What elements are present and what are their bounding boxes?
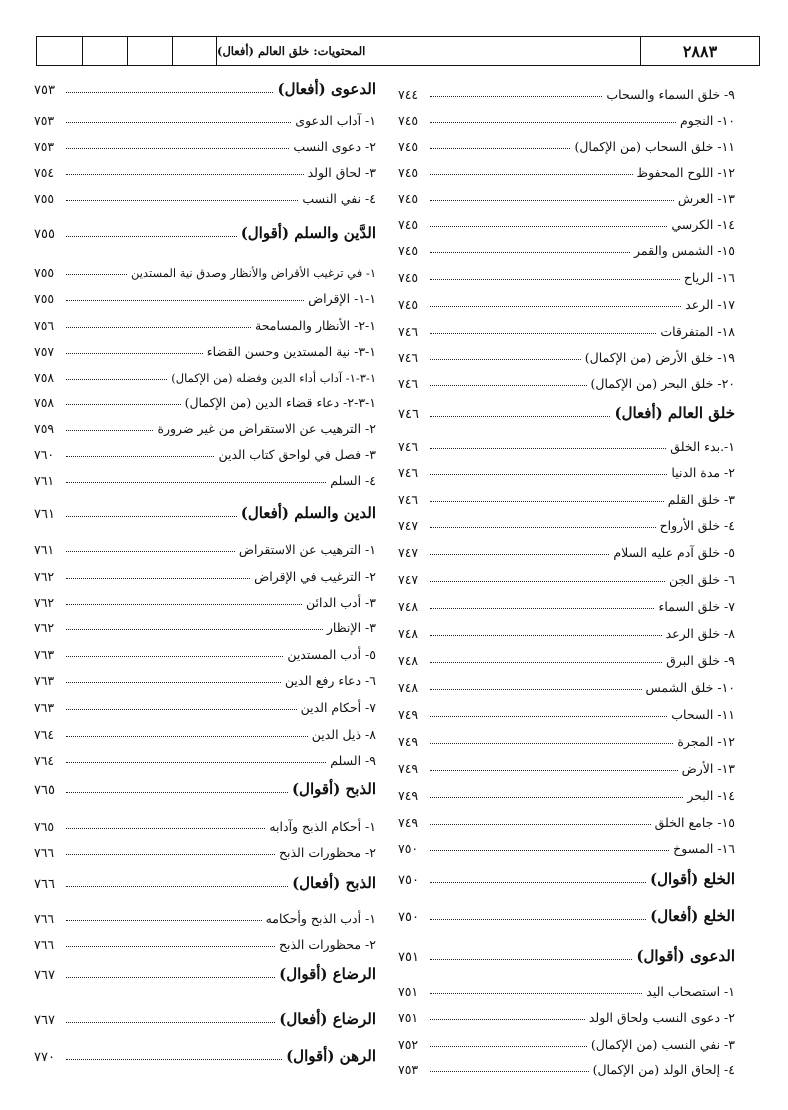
- entry-page-number: ٧٦٦: [34, 911, 55, 926]
- dot-leader: [430, 527, 656, 528]
- entry-page-number: ٧٤٨: [398, 680, 419, 695]
- dot-leader: [66, 551, 235, 552]
- index-entry: [34, 363, 376, 385]
- entry-page-number: ٧٥٥: [34, 191, 55, 206]
- index-entry: [398, 132, 735, 154]
- entry-title: ٥- خلق آدم عليه السلام: [613, 545, 735, 560]
- entry-page-number: ٧٤٥: [398, 270, 419, 285]
- entry-page-number: ٧٤٩: [398, 761, 419, 776]
- dot-leader: [430, 306, 681, 307]
- entry-page-number: ٧٥٥: [34, 265, 55, 280]
- entry-title: الرهن (أقوال): [286, 1047, 376, 1065]
- entry-page-number: ٧٤٨: [398, 626, 419, 641]
- index-section-heading: [34, 870, 376, 892]
- entry-title: ٣- أدب الدائن: [305, 595, 376, 610]
- dot-leader: [430, 635, 662, 636]
- dot-leader: [66, 736, 308, 737]
- index-section-heading: [34, 1006, 376, 1028]
- entry-title: الخلع (أقوال): [650, 870, 735, 888]
- entry-title: ٤- السلم: [330, 473, 376, 488]
- entry-page-number: ٧٥٧: [34, 344, 55, 359]
- entry-page-number: ٧٥٣: [34, 113, 55, 128]
- index-entry: [398, 511, 735, 533]
- entry-page-number: ٧٦١: [34, 507, 55, 522]
- entry-page-number: ٧٤٦: [398, 439, 419, 454]
- entry-page-number: ٧٤٦: [398, 492, 419, 507]
- index-entry: [398, 977, 735, 999]
- dot-leader: [430, 333, 656, 334]
- entry-page-number: ٧٥١: [398, 950, 419, 965]
- index-entry: [398, 1055, 735, 1077]
- dot-leader: [430, 448, 666, 449]
- header-empty-cell: [173, 37, 217, 65]
- dot-leader: [430, 608, 654, 609]
- dot-leader: [430, 359, 581, 360]
- entry-page-number: ٧٦٣: [34, 647, 55, 662]
- index-section-heading: [398, 400, 735, 422]
- entry-title: ٢- الترغيب في الإقراض: [254, 569, 376, 584]
- index-entry: [398, 673, 735, 695]
- entry-title: ٦- دعاء رفع الدين: [284, 673, 376, 688]
- index-entry: [398, 700, 735, 722]
- entry-page-number: ٧٤٦: [398, 324, 419, 339]
- dot-leader: [66, 828, 265, 829]
- entry-title: ١-٢- الأنظار والمسامحة: [255, 318, 376, 333]
- index-entry: [398, 781, 735, 803]
- index-entry: [398, 158, 735, 180]
- entry-title: ٨- ذيل الدين: [311, 727, 376, 742]
- entry-title: خلق العالم (أفعال): [614, 404, 735, 422]
- index-entry: [398, 317, 735, 339]
- dot-leader: [430, 96, 602, 97]
- entry-page-number: ٧٥٤: [34, 165, 55, 180]
- index-entry: [398, 80, 735, 102]
- entry-page-number: ٧٤٩: [398, 815, 419, 830]
- dot-leader: [430, 122, 676, 123]
- entry-page-number: ٧٦٦: [34, 937, 55, 952]
- dot-leader: [430, 148, 570, 149]
- entry-title: الرضاع (أقوال): [279, 965, 376, 983]
- entry-title: ٣- الإنظار: [326, 620, 376, 635]
- entry-title: ١-٣-١- آداب أداء الدين وفضله (من الإكمال): [171, 371, 376, 385]
- entry-title: ٢- مدة الدنيا: [671, 465, 735, 480]
- entry-title: ١- في ترغيب الأقراض والأنظار وصدق نية المستدين: [131, 266, 376, 280]
- entry-title: ٨- خلق الرعد: [665, 626, 735, 641]
- index-entry: [34, 284, 376, 306]
- entry-page-number: ٧٦٢: [34, 620, 55, 635]
- dot-leader: [430, 850, 669, 851]
- index-entry: [34, 904, 376, 926]
- dot-leader: [66, 1022, 275, 1023]
- entry-page-number: ٧٤٥: [398, 217, 419, 232]
- entry-page-number: ٧٤٥: [398, 191, 419, 206]
- dot-leader: [66, 604, 302, 605]
- entry-page-number: ٧٤٧: [398, 572, 419, 587]
- entry-title: ١٨- المتفرقات: [660, 324, 735, 339]
- index-entry: [398, 432, 735, 454]
- entry-page-number: ٧٦٦: [34, 845, 55, 860]
- entry-page-number: ٧٤٥: [398, 297, 419, 312]
- entry-page-number: ٧٧٠: [34, 1050, 55, 1065]
- entry-page-number: ٧٦٥: [34, 783, 55, 798]
- entry-title: ١٦- الرياح: [683, 270, 735, 285]
- entry-title: ١٦- المسوخ: [673, 841, 735, 856]
- index-entry: [398, 808, 735, 830]
- index-entry: [398, 236, 735, 258]
- entry-page-number: ٧٤٩: [398, 707, 419, 722]
- entry-page-number: ٧٥٠: [398, 910, 419, 925]
- entry-page-number: ٧٦٤: [34, 727, 55, 742]
- index-entry: [34, 337, 376, 359]
- index-entry: [34, 693, 376, 715]
- page-header: [36, 36, 760, 66]
- entry-page-number: ٧٤٧: [398, 518, 419, 533]
- dot-leader: [66, 456, 214, 457]
- dot-leader: [430, 743, 673, 744]
- entry-title: ١٣- العرش: [677, 191, 735, 206]
- index-entry: [398, 619, 735, 641]
- index-entry: [398, 565, 735, 587]
- dot-leader: [430, 882, 646, 883]
- dot-leader: [66, 578, 250, 579]
- dot-leader: [66, 353, 203, 354]
- entry-page-number: ٧٦٢: [34, 569, 55, 584]
- index-entry: [34, 106, 376, 128]
- entry-title: ١٥- جامع الخلق: [654, 815, 735, 830]
- dot-leader: [430, 689, 642, 690]
- entry-page-number: ٧٦٣: [34, 673, 55, 688]
- entry-title: ٧- خلق السماء: [658, 599, 735, 614]
- dot-leader: [66, 920, 262, 921]
- entry-page-number: ٧٥٩: [34, 421, 55, 436]
- dot-leader: [430, 1019, 585, 1020]
- dot-leader: [430, 1071, 589, 1072]
- entry-page-number: ٧٦٥: [34, 819, 55, 834]
- entry-page-number: ٧٥٢: [398, 1037, 419, 1052]
- dot-leader: [430, 252, 630, 253]
- index-entry: [34, 258, 376, 280]
- dot-leader: [66, 792, 288, 793]
- index-entry: [34, 535, 376, 557]
- entry-page-number: ٧٥٣: [398, 1062, 419, 1077]
- entry-page-number: ٧٥٨: [34, 370, 55, 385]
- dot-leader: [66, 946, 275, 947]
- entry-page-number: ٧٦٣: [34, 700, 55, 715]
- entry-page-number: ٧٤٥: [398, 165, 419, 180]
- dot-leader: [66, 482, 326, 483]
- index-section-heading: [34, 220, 376, 242]
- entry-title: ١٠- النجوم: [680, 113, 735, 128]
- index-entry: [398, 754, 735, 776]
- entry-page-number: ٧٥٣: [34, 139, 55, 154]
- dot-leader: [66, 656, 283, 657]
- entry-title: ٩- خلق السماء والسحاب: [606, 87, 735, 102]
- entry-title: ١- استصحاب اليد: [646, 984, 735, 999]
- dot-leader: [66, 430, 153, 431]
- index-entry: [398, 485, 735, 507]
- entry-page-number: ٧٤٨: [398, 599, 419, 614]
- entry-page-number: ٧٤٦: [398, 350, 419, 365]
- index-entry: [34, 838, 376, 860]
- dot-leader: [430, 770, 678, 771]
- dot-leader: [430, 993, 642, 994]
- dot-leader: [66, 1059, 282, 1060]
- dot-leader: [66, 682, 281, 683]
- index-entry: [34, 388, 376, 410]
- entry-page-number: ٧٤٥: [398, 243, 419, 258]
- dot-leader: [430, 581, 665, 582]
- dot-leader: [430, 919, 646, 920]
- entry-title: الدعوى (أقوال): [636, 947, 735, 965]
- entry-title: ٤- نفي النسب: [302, 191, 376, 206]
- index-entry: [34, 666, 376, 688]
- index-entry: [398, 458, 735, 480]
- entry-page-number: ٧٤٦: [398, 465, 419, 480]
- index-entry: [398, 1003, 735, 1025]
- header-title: المحتويات: خلق العالم (أفعال): [217, 37, 641, 65]
- entry-title: ٢- الترهيب عن الاستقراض من غير ضرورة: [157, 421, 376, 436]
- header-empty-cell: [128, 37, 173, 65]
- dot-leader: [430, 200, 674, 201]
- dot-leader: [430, 824, 651, 825]
- entry-page-number: ٧٤٥: [398, 139, 419, 154]
- entry-page-number: ٧٤٧: [398, 545, 419, 560]
- header-page-number: ٢٨٨٣: [682, 41, 718, 61]
- dot-leader: [66, 516, 237, 517]
- index-section-heading: [34, 776, 376, 798]
- dot-leader: [66, 92, 273, 93]
- entry-title: ١- الترهيب عن الاستقراض: [238, 542, 376, 557]
- entry-title: ٣- نفي النسب (من الإكمال): [590, 1037, 735, 1052]
- dot-leader: [430, 174, 633, 175]
- entry-page-number: ٧٥٥: [34, 227, 55, 242]
- index-entry: [398, 1030, 735, 1052]
- entry-title: الدَّين والسلم (أقوال): [240, 224, 376, 242]
- dot-leader: [66, 629, 323, 630]
- dot-leader: [430, 385, 587, 386]
- entry-title: ٣- خلق القلم: [667, 492, 735, 507]
- entry-title: ٤- خلق الأرواح: [659, 518, 735, 533]
- entry-title: ٢- دعوى النسب: [293, 139, 376, 154]
- entry-page-number: ٧٥٠: [398, 873, 419, 888]
- entry-title: ٣- فصل في لواحق كتاب الدين: [218, 447, 376, 462]
- index-entry: [34, 720, 376, 742]
- dot-leader: [430, 554, 609, 555]
- entry-page-number: ٧٦١: [34, 473, 55, 488]
- entry-title: ١٤- الكرسي: [671, 217, 735, 232]
- index-entry: [398, 592, 735, 614]
- index-entry: [34, 930, 376, 952]
- index-entry: [398, 834, 735, 856]
- dot-leader: [66, 174, 304, 175]
- index-entry: [34, 588, 376, 610]
- dot-leader: [66, 854, 275, 855]
- index-entry: [34, 613, 376, 635]
- dot-leader: [66, 236, 237, 237]
- index-section-heading: [398, 903, 735, 925]
- dot-leader: [66, 709, 297, 710]
- entry-title: ١٧- الرعد: [685, 297, 735, 312]
- entry-title: الرضاع (أفعال): [279, 1010, 376, 1028]
- dot-leader: [66, 300, 304, 301]
- entry-page-number: ٧٦٦: [34, 877, 55, 892]
- entry-title: ١٥- الشمس والقمر: [634, 243, 735, 258]
- index-entry: [398, 538, 735, 560]
- dot-leader: [430, 501, 664, 502]
- dot-leader: [430, 1046, 587, 1047]
- entry-title: الدعوى (أفعال): [277, 80, 376, 98]
- index-entry: [34, 562, 376, 584]
- header-empty-cell: [37, 37, 83, 65]
- entry-title: ٧- أحكام الدين: [300, 700, 376, 715]
- entry-title: ١٤- البحر: [687, 788, 735, 803]
- entry-title: ٢- دعوى النسب ولحاق الولد: [588, 1010, 735, 1025]
- entry-page-number: ٧٤٦: [398, 407, 419, 422]
- entry-page-number: ٧٥٣: [34, 83, 55, 98]
- index-entry: [398, 343, 735, 365]
- entry-page-number: ٧٦١: [34, 542, 55, 557]
- index-entry: [34, 746, 376, 768]
- entry-page-number: ٧٥٥: [34, 291, 55, 306]
- entry-page-number: ٧٦٤: [34, 753, 55, 768]
- index-entry: [34, 311, 376, 333]
- entry-title: ١-٣- نية المستدين وحسن القضاء: [206, 344, 376, 359]
- dot-leader: [66, 404, 181, 405]
- entry-title: ٩- السلم: [330, 753, 376, 768]
- index-entry: [34, 812, 376, 834]
- entry-title: الخلع (أفعال): [650, 907, 735, 925]
- index-entry: [398, 727, 735, 749]
- entry-page-number: ٧٦٧: [34, 1013, 55, 1028]
- entry-page-number: ٧٥٠: [398, 841, 419, 856]
- entry-page-number: ٧٥١: [398, 1010, 419, 1025]
- entry-title: ٢٠- خلق البحر (من الإكمال): [590, 376, 735, 391]
- entry-title: ٤- إلحاق الولد (من الإكمال): [592, 1062, 735, 1077]
- entry-title: ١٠- خلق الشمس: [645, 680, 735, 695]
- dot-leader: [430, 279, 680, 280]
- index-entry: [398, 106, 735, 128]
- entry-title: ١٢- اللوح المحفوظ: [636, 165, 735, 180]
- entry-title: ٣- لحاق الولد: [307, 165, 376, 180]
- index-section-heading: [398, 866, 735, 888]
- entry-title: ١-.بدء الخلق: [670, 439, 735, 454]
- dot-leader: [66, 886, 288, 887]
- entry-title: الذبح (أقوال): [291, 780, 376, 798]
- dot-leader: [430, 474, 667, 475]
- entry-page-number: ٧٥٨: [34, 395, 55, 410]
- dot-leader: [66, 977, 275, 978]
- entry-page-number: ٧٤٤: [398, 87, 419, 102]
- index-section-heading: [34, 76, 376, 98]
- index-entry: [34, 466, 376, 488]
- entry-title: الذبح (أفعال): [292, 874, 376, 892]
- header-empty-cell: [83, 37, 128, 65]
- entry-title: ١- آداب الدعوى: [295, 113, 376, 128]
- dot-leader: [66, 379, 167, 380]
- index-entry: [34, 184, 376, 206]
- entry-page-number: ٧٦٧: [34, 968, 55, 983]
- entry-title: ٢- محظورات الذبح: [278, 937, 376, 952]
- dot-leader: [66, 122, 291, 123]
- entry-title: ٩- خلق البرق: [666, 653, 735, 668]
- entry-title: ١١- السحاب: [671, 707, 735, 722]
- index-entry: [398, 290, 735, 312]
- dot-leader: [430, 416, 610, 417]
- index-entry: [398, 646, 735, 668]
- entry-page-number: ٧٥١: [398, 984, 419, 999]
- entry-title: ١١- خلق السحاب (من الإكمال): [574, 139, 735, 154]
- entry-page-number: ٧٤٩: [398, 734, 419, 749]
- entry-title: ١٢- المجرة: [677, 734, 735, 749]
- entry-title: ١٩- خلق الأرض (من الإكمال): [584, 350, 735, 365]
- entry-title: ١٣- الأرض: [681, 761, 735, 776]
- entry-title: ٢- محظورات الذبح: [278, 845, 376, 860]
- index-section-heading: [34, 1043, 376, 1065]
- dot-leader: [66, 274, 127, 275]
- entry-page-number: ٧٥٦: [34, 318, 55, 333]
- entry-title: ١-٣-٢- دعاء قضاء الدين (من الإكمال): [184, 395, 376, 410]
- dot-leader: [66, 327, 251, 328]
- index-entry: [34, 132, 376, 154]
- dot-leader: [66, 200, 298, 201]
- entry-page-number: ٧٤٩: [398, 788, 419, 803]
- dot-leader: [430, 959, 632, 960]
- entry-page-number: ٧٦٠: [34, 447, 55, 462]
- entry-page-number: ٧٦٢: [34, 595, 55, 610]
- entry-title: ١-١- الإقراض: [308, 291, 376, 306]
- dot-leader: [66, 148, 289, 149]
- index-entry: [34, 414, 376, 436]
- entry-page-number: ٧٤٦: [398, 376, 419, 391]
- index-entry: [34, 440, 376, 462]
- dot-leader: [66, 762, 326, 763]
- index-section-heading: [398, 943, 735, 965]
- index-entry: [34, 640, 376, 662]
- dot-leader: [430, 226, 667, 227]
- entry-title: ١- أدب الذبح وأحكامه: [265, 911, 376, 926]
- entry-title: الدين والسلم (أفعال): [240, 504, 376, 522]
- entry-page-number: ٧٤٨: [398, 653, 419, 668]
- index-entry: [398, 263, 735, 285]
- entry-title: ٥- أدب المستدين: [287, 647, 376, 662]
- entry-title: ٦- خلق الجن: [668, 572, 735, 587]
- dot-leader: [430, 716, 667, 717]
- entry-title: ١- أحكام الذبح وآدابه: [269, 819, 376, 834]
- dot-leader: [430, 797, 683, 798]
- index-entry: [398, 369, 735, 391]
- index-entry: [398, 184, 735, 206]
- index-entry: [398, 210, 735, 232]
- index-section-heading: [34, 500, 376, 522]
- entry-page-number: ٧٤٥: [398, 113, 419, 128]
- index-entry: [34, 158, 376, 180]
- index-section-heading: [34, 961, 376, 983]
- dot-leader: [430, 662, 662, 663]
